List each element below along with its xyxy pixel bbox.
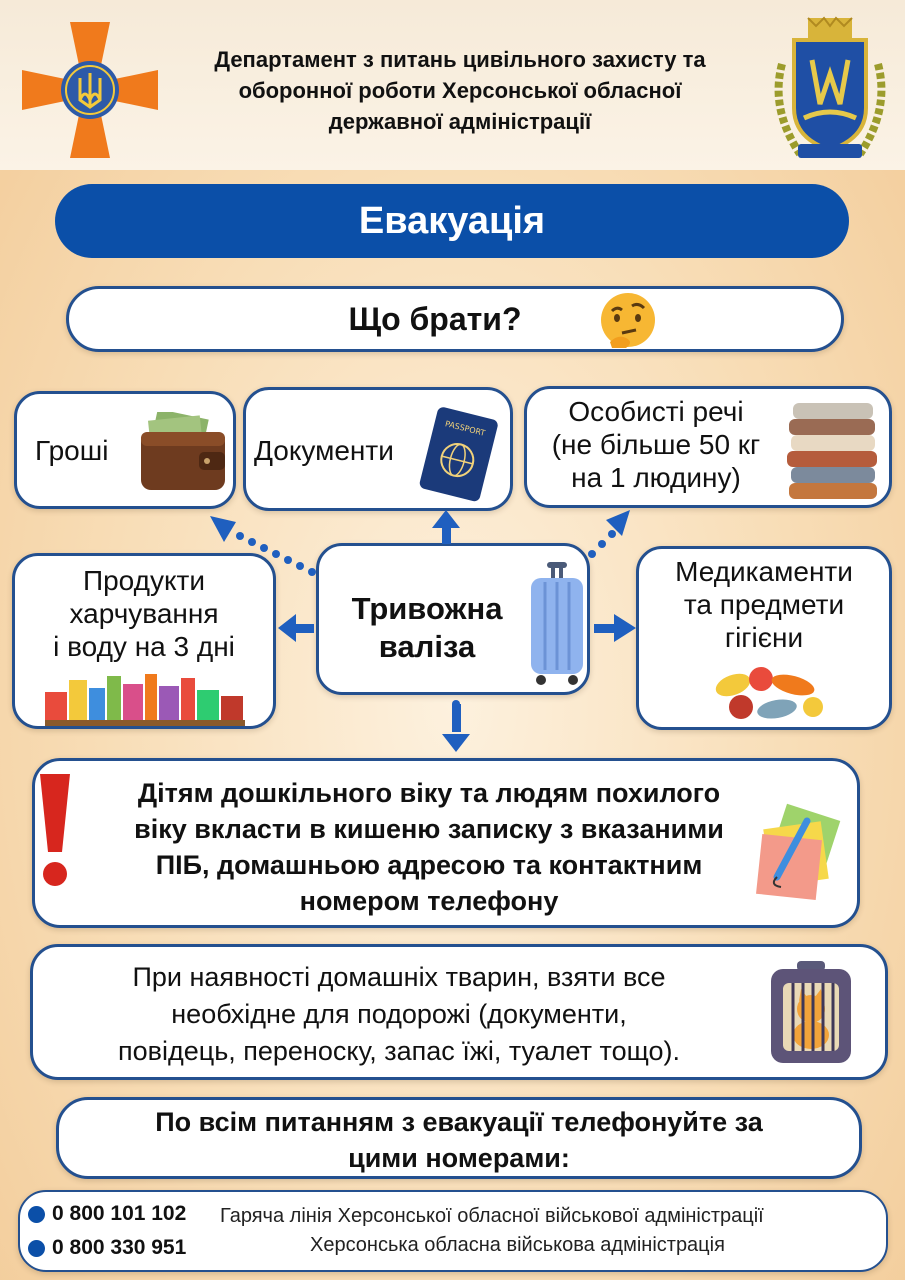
documents-card xyxy=(243,387,513,511)
personal-items-card xyxy=(524,386,892,508)
what-to-take-label: Що брати? xyxy=(348,300,522,337)
what-to-take-card xyxy=(66,286,844,352)
passport-icon xyxy=(410,404,506,502)
bullet-icon xyxy=(28,1240,45,1257)
connector-arrows xyxy=(0,500,905,760)
children-notice-text: Дітям дошкільного віку та людям похилого віку вкласти в кишеню записку з вказаними ПІБ, домашньою адресою та контактним номером телефону xyxy=(134,778,724,916)
evacuation-banner xyxy=(55,184,849,258)
contacts-heading-text: По всім питанням з евакуації телефонуйте за цими номерами: xyxy=(155,1107,763,1173)
children-notice-card xyxy=(32,758,860,928)
phone-number-hotline[interactable]: 0 800 101 102 xyxy=(52,1202,187,1225)
civil-protection-emblem-icon xyxy=(16,16,164,164)
evacuation-title: Евакуація xyxy=(358,199,546,242)
contacts-heading-card xyxy=(56,1097,862,1179)
documents-label: Документи xyxy=(254,435,394,466)
pets-notice-card xyxy=(30,944,888,1080)
phone-label-administration: Херсонська обласна військова адміністрація xyxy=(310,1234,725,1256)
clothes-stack-icon xyxy=(783,399,883,501)
food-label: Продукти харчування і воду на 3 дні xyxy=(53,565,235,662)
phone-row xyxy=(28,1202,186,1226)
phone-label-hotline: Гаряча лінія Херсонської обласної військової адміністрації xyxy=(220,1205,764,1227)
pets-notice-text: При наявності домашніх тварин, взяти все необхідне для подорожі (документи, повідець, переноску, запас їжі, туалет тощо). xyxy=(117,962,681,1066)
header-title: Департамент з питань цивільного захисту та оборонної роботи Херсонської обласної державної адміністрації xyxy=(214,47,706,134)
exclamation-icon xyxy=(34,770,76,890)
wallet-icon xyxy=(135,412,229,494)
svg-text:PASSPORT: PASSPORT xyxy=(444,419,487,438)
emergency-suitcase-label: Тривожна валіза xyxy=(351,591,503,664)
thinking-face-icon xyxy=(596,290,660,350)
kherson-coat-of-arms-icon xyxy=(764,14,896,164)
pet-carrier-icon xyxy=(767,959,855,1067)
medicine-label: Медикаменти та предмети гігієни xyxy=(675,556,853,653)
money-label: Гроші xyxy=(35,435,109,466)
money-card xyxy=(14,391,236,509)
bullet-icon xyxy=(28,1206,45,1223)
sticky-notes-icon xyxy=(747,801,847,901)
phones-card xyxy=(18,1190,888,1272)
phone-number-administration[interactable]: 0 800 330 951 xyxy=(52,1236,187,1259)
phone-row xyxy=(28,1236,186,1260)
personal-items-label: Особисті речі (не більше 50 кг на 1 людину) xyxy=(551,396,761,493)
